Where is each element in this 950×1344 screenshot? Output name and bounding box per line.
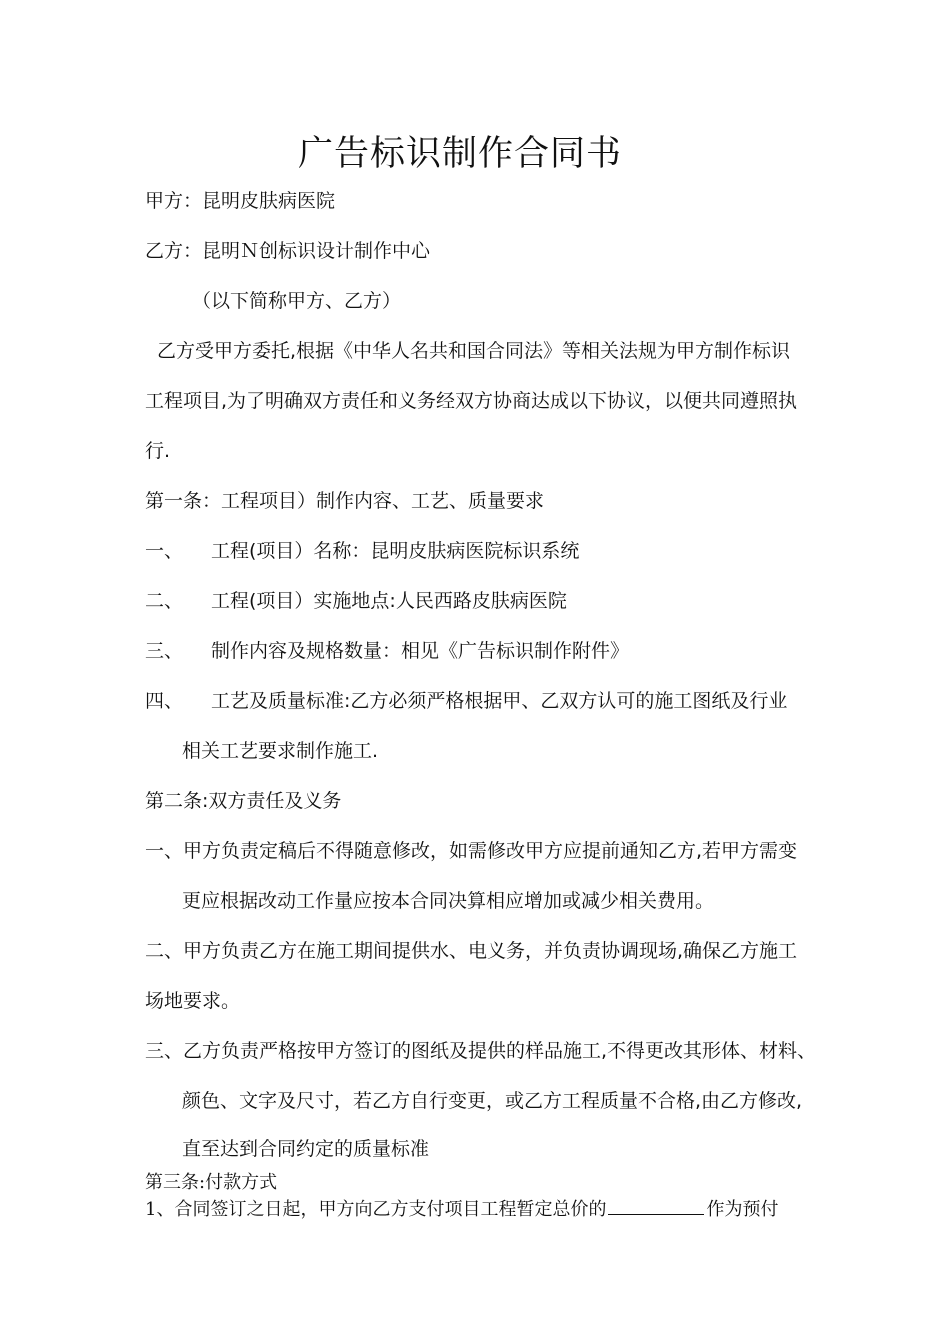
preamble-line-2: 工程项目,为了明确双方责任和义务经双方协商达成以下协议，以便共同遵照执 [145,390,798,412]
article-2-item-3-line-1: 三、乙方负责严格按甲方签订的图纸及提供的样品施工,不得更改其形体、材料、 [145,1040,817,1062]
document-title: 广告标识制作合同书 [297,134,622,174]
fill-in-blank [608,1196,704,1215]
abbreviation-note: （以下简称甲方、乙方） [192,290,402,312]
item-text: 制作内容及规格数量：相见《广告标识制作附件》 [211,640,630,662]
line-text-serif: 的质量标准 [334,1138,430,1160]
article-1-item-4 [145,688,787,714]
article-1-item-1 [145,538,579,564]
party-a: 甲方：昆明皮肤病医院 [145,190,336,212]
article-2-heading: 第二条:双方责任及义务 [145,790,342,812]
article-3-item-1 [145,1196,778,1223]
item-text: 1、合同签订之日起，甲方向乙方支付项目工程暂定总价的 [145,1199,607,1220]
item-text: 工程(项目）名称：昆明皮肤病医院标识系统 [211,540,580,562]
article-1-item-2 [145,588,567,614]
item-number: 三、 [145,640,184,662]
article-2-item-2-line-2: 场地要求。 [145,990,241,1012]
article-1-heading: 第一条：工程项目）制作内容、工艺、质量要求 [145,490,545,512]
article-3-heading: 第三条:付款方式 [145,1172,278,1193]
item-number: 二、 [145,590,184,612]
preamble-line-1: 乙方受甲方委托,根据《中华人名共和国合同法》等相关法规为甲方制作标识 [157,340,791,362]
article-1-item-3 [145,638,629,664]
article-2-item-1-line-1: 一、甲方负责定稿后不得随意修改，如需修改甲方应提前通知乙方,若甲方需变 [145,840,798,862]
item-number: 一、 [145,540,184,562]
item-text: 工艺及质量标准:乙方必须严格根据甲、乙双方认可的施工图纸及行业 [211,690,788,712]
item-number: 四、 [145,690,184,712]
item-text-end: 作为预付 [706,1199,779,1220]
line-text: 直至达到合同约定 [182,1138,335,1160]
article-2-item-3-line-2: 颜色、文字及尺寸，若乙方自行变更，或乙方工程质量不合格,由乙方修改, [182,1090,803,1112]
preamble-line-3: 行. [145,440,171,462]
article-2-item-1-line-2: 更应根据改动工作量应按本合同决算相应增加或减少相关费用。 [182,890,715,912]
article-2-item-2-line-1: 二、甲方负责乙方在施工期间提供水、电义务，并负责协调现场,确保乙方施工 [145,940,798,962]
party-b: 乙方：昆明Ｎ创标识设计制作中心 [145,240,431,262]
item-text: 工程(项目）实施地点:人民西路皮肤病医院 [211,590,567,612]
article-1-item-4-continued: 相关工艺要求制作施工. [182,740,379,762]
article-2-item-3-line-3 [182,1136,429,1162]
